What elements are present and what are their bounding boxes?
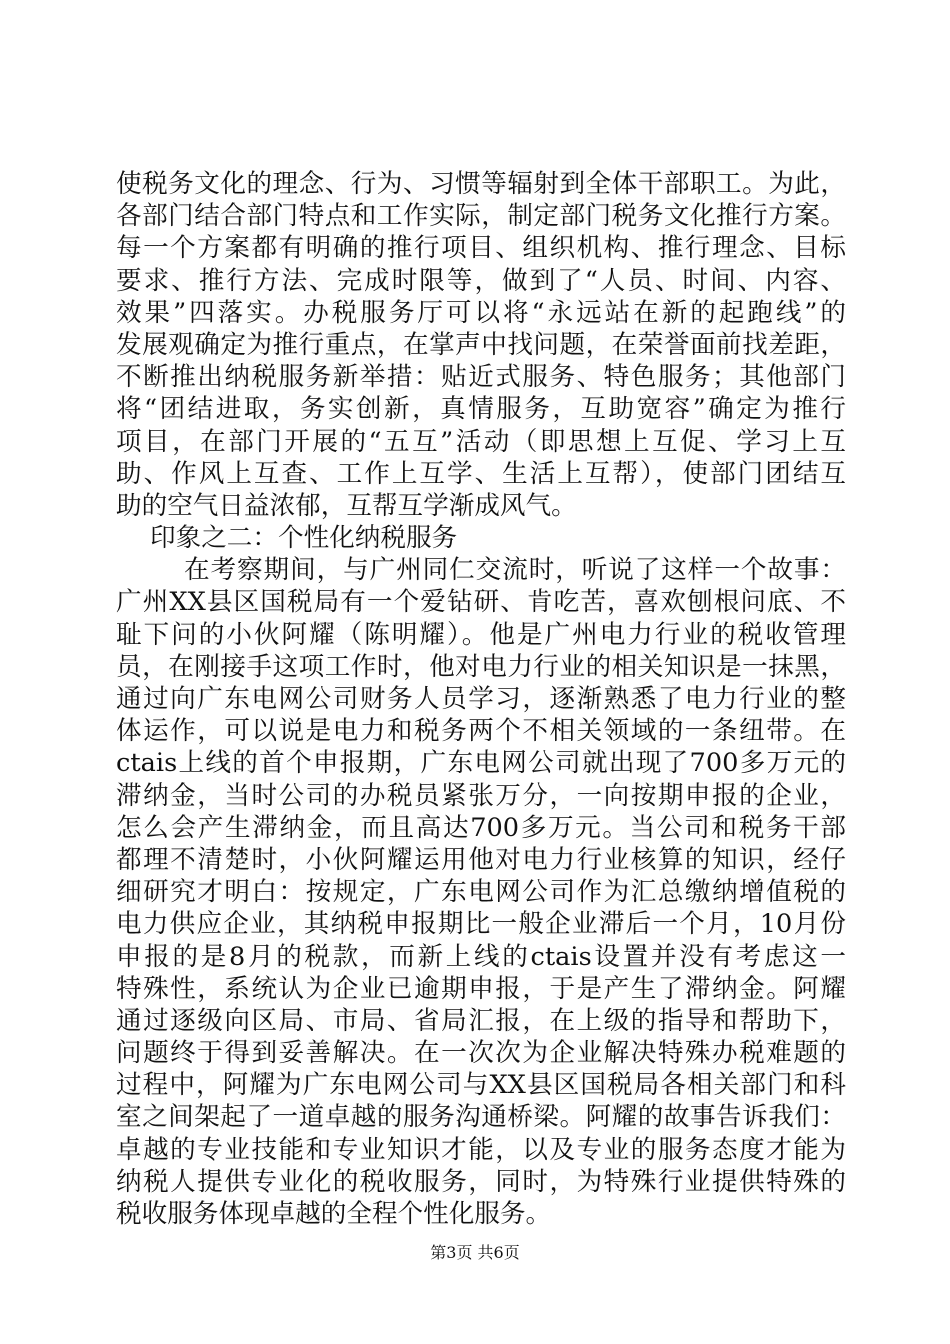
text-line: 助、作风上互查、工作上互学、生活上互帮），使部门团结互	[116, 458, 846, 489]
text-line: 效果”四落实。办税服务厅可以将“永远站在新的起跑线”的	[116, 297, 846, 328]
text-line: 问题终于得到妥善解决。在一次次为企业解决特殊办税难题的	[116, 1038, 846, 1069]
text-line: 税收服务体现卓越的全程个性化服务。	[116, 1199, 552, 1229]
text-line: 广州XX县区国税局有一个爱钻研、肯吃苦，喜欢刨根问底、不	[116, 587, 846, 618]
text-line: 将“团结进取，务实创新，真情服务，互助宽容”确定为推行	[116, 394, 846, 425]
text-line: 怎么会产生滞纳金，而且高达700多万元。当公司和税务干部	[116, 812, 846, 843]
text-line: 在考察期间，与广州同仁交流时，听说了这样一个故事：	[184, 555, 846, 586]
text-line: 通过逐级向区局、市局、省局汇报，在上级的指导和帮助下，	[116, 1005, 846, 1036]
page-indicator: 第3页 共6页	[430, 1243, 520, 1262]
text-line: 各部门结合部门特点和工作实际，制定部门税务文化推行方案。	[116, 201, 846, 232]
text-line: 不断推出纳税服务新举措：贴近式服务、特色服务；其他部门	[116, 362, 846, 393]
text-line: 耻下问的小伙阿耀（陈明耀）。他是广州电力行业的税收管理	[116, 619, 846, 650]
text-line: 申报的是8月的税款，而新上线的ctais设置并没有考虑这一	[116, 941, 846, 972]
text-line: 过程中，阿耀为广东电网公司与XX县区国税局各相关部门和科	[116, 1070, 846, 1101]
text-line: 滞纳金，当时公司的办税员紧张万分，一向按期申报的企业，	[116, 780, 846, 811]
text-line: ctais上线的首个申报期，广东电网公司就出现了700多万元的	[116, 748, 846, 779]
text-line: 通过向广东电网公司财务人员学习，逐渐熟悉了电力行业的整	[116, 684, 846, 714]
text-line: 电力供应企业，其纳税申报期比一般企业滞后一个月，10月份	[116, 909, 846, 940]
text-line: 都理不清楚时，小伙阿耀运用他对电力行业核算的知识，经仔	[116, 844, 846, 875]
text-line: 助的空气日益浓郁，互帮互学渐成风气。	[116, 490, 577, 521]
text-line: 员，在刚接手这项工作时，他对电力行业的相关知识是一抹黑，	[116, 651, 846, 682]
text-line: 发展观确定为推行重点，在掌声中找问题，在荣誉面前找差距，	[116, 329, 846, 360]
text-line: 使税务文化的理念、行为、习惯等辐射到全体干部职工。为此，	[116, 169, 846, 199]
page-footer	[0, 1243, 950, 1263]
text-line: 纳税人提供专业化的税收服务，同时，为特殊行业提供特殊的	[116, 1166, 846, 1197]
text-line: 要求、推行方法、完成时限等，做到了“人员、时间、内容、	[116, 265, 846, 296]
text-line: 印象之二：个性化纳税服务	[150, 523, 458, 554]
text-line: 卓越的专业技能和专业知识才能，以及专业的服务态度才能为	[116, 1134, 846, 1165]
document-body	[116, 168, 846, 1230]
text-line: 每一个方案都有明确的推行项目、组织机构、推行理念、目标	[116, 233, 846, 264]
text-line: 项目，在部门开展的“五互”活动（即思想上互促、学习上互	[116, 426, 846, 457]
text-line: 体运作，可以说是电力和税务两个不相关领域的一条纽带。在	[116, 716, 846, 747]
text-line: 特殊性，系统认为企业已逾期申报，于是产生了滞纳金。阿耀	[116, 973, 846, 1004]
text-line: 细研究才明白：按规定，广东电网公司作为汇总缴纳增值税的	[116, 877, 846, 908]
text-line: 室之间架起了一道卓越的服务沟通桥梁。阿耀的故事告诉我们：	[116, 1102, 846, 1133]
